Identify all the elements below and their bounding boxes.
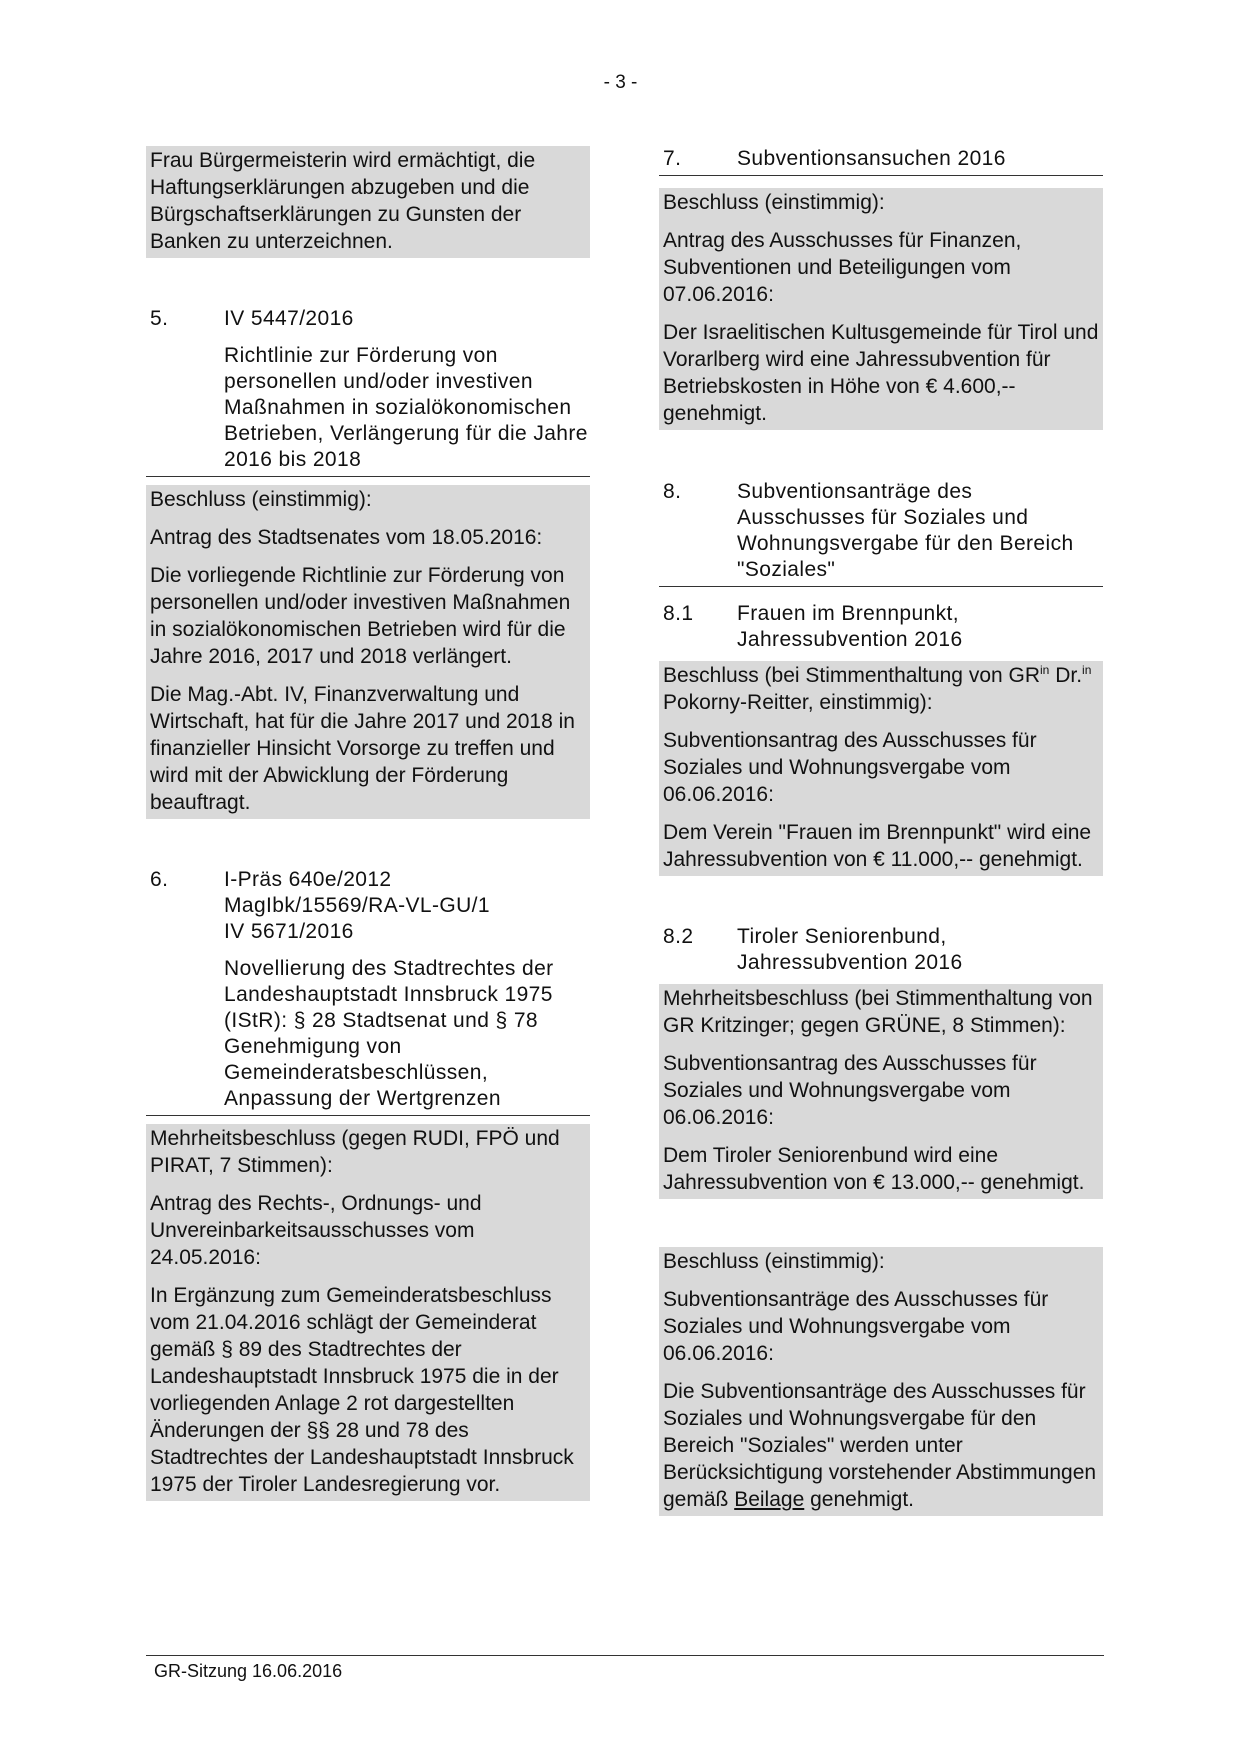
resolution-text: Der Israelitischen Kultusgemeinde für Tirol und Vorarlberg wird eine Jahressubvention für Betriebskosten in Höhe von € 4.600,-- genehmigt. <box>663 321 1099 425</box>
reference: IV 5671/2016 <box>224 920 354 943</box>
right-column <box>659 146 1103 1516</box>
agenda-item-6 <box>146 867 590 1112</box>
beilage-link[interactable]: Beilage <box>734 1488 805 1511</box>
decision-label: Beschluss (einstimmig): <box>663 1250 885 1273</box>
item-title: Tiroler Seniorenbund, Jahressubvention 2016 <box>737 925 963 974</box>
footer-divider <box>146 1655 1104 1656</box>
item-title: Subventionsansuchen 2016 <box>737 147 1006 170</box>
reference: I-Präs 640e/2012 <box>224 868 392 891</box>
motion-text: Subventionsanträge des Ausschusses für Soziales und Wohnungsvergabe vom 06.06.2016: <box>663 1288 1049 1365</box>
final-resolution-block <box>659 1247 1103 1516</box>
decision-label: Mehrheitsbeschluss (gegen RUDI, FPÖ und PIRAT, 7 Stimmen): <box>150 1127 560 1177</box>
page-number: - 3 - <box>603 72 638 93</box>
agenda-item-5 <box>146 306 590 473</box>
motion-text: Antrag des Stadtsenates vom 18.05.2016: <box>150 526 543 549</box>
motion-text: Antrag des Ausschusses für Finanzen, Subventionen und Beteiligungen vom 07.06.2016: <box>663 229 1022 306</box>
agenda-item-8-1 <box>659 601 1103 653</box>
reference: MagIbk/15569/RA-VL-GU/1 <box>224 894 490 917</box>
resolution-text: Die Mag.-Abt. IV, Finanzverwaltung und Wirtschaft, hat für die Jahre 2017 und 2018 in finanzieller Hinsicht Vorsorge zu treffen und wird mit der Abwicklung der Förderung beauftragt. <box>150 683 575 814</box>
decision-label: Beschluss (einstimmig): <box>663 191 885 214</box>
item-number: 6. <box>150 868 169 891</box>
agenda-item-8-2 <box>659 924 1103 976</box>
divider <box>146 1115 590 1116</box>
motion-text: Antrag des Rechts-, Ordnungs- und Unvereinbarkeitsausschusses vom 24.05.2016: <box>150 1192 482 1269</box>
agenda-item-8 <box>659 479 1103 583</box>
item-title: Frauen im Brennpunkt, Jahressubvention 2016 <box>737 602 963 651</box>
resolution-block <box>659 984 1103 1199</box>
item-number: 7. <box>663 147 682 170</box>
resolution-block <box>146 1124 590 1501</box>
resolution-block <box>659 188 1103 430</box>
item-number: 8.1 <box>663 602 694 625</box>
divider <box>146 476 590 477</box>
resolution-text: Die Subventionsanträge des Ausschusses für Soziales und Wohnungsvergabe für den Bereich "Soziales" werden unter Berücksichtigung vorstehender Abstimmungen gemäß Beilage genehmigt. <box>663 1380 1097 1511</box>
motion-text: Subventionsantrag des Ausschusses für Soziales und Wohnungsvergabe vom 06.06.2016: <box>663 729 1037 806</box>
decision-label: Beschluss (bei Stimmenthaltung von $GR^{in}$ Dr.$^{in}$ Pokorny-Reitter, einstimmig): <box>663 663 1092 714</box>
resolution-block <box>146 485 590 819</box>
continued-resolution <box>146 146 590 258</box>
resolution-text: Dem Verein "Frauen im Brennpunkt" wird eine Jahressubvention von € 11.000,-- genehmigt. <box>663 821 1092 871</box>
resolution-text: Dem Tiroler Seniorenbund wird eine Jahressubvention von € 13.000,-- genehmigt. <box>663 1144 1085 1194</box>
left-column <box>146 146 590 1501</box>
decision-label: Beschluss (einstimmig): <box>150 488 372 511</box>
item-number: 5. <box>150 307 169 330</box>
reference: IV 5447/2016 <box>224 307 354 330</box>
motion-text: Subventionsantrag des Ausschusses für Soziales und Wohnungsvergabe vom 06.06.2016: <box>663 1052 1037 1129</box>
item-number: 8. <box>663 480 682 503</box>
continued-text: Frau Bürgermeisterin wird ermächtigt, die Haftungserklärungen abzugeben und die Bürgschaftserklärungen zu Gunsten der Banken zu unterzeichnen. <box>150 149 536 253</box>
item-title: Subventionsanträge des Ausschusses für Soziales und Wohnungsvergabe für den Bereich "Soziales" <box>737 480 1074 581</box>
divider <box>659 586 1103 587</box>
resolution-text: In Ergänzung zum Gemeinderatsbeschluss vom 21.04.2016 schlägt der Gemeinderat gemäß § 89 des Stadtrechtes der Landeshauptstadt Innsbruck 1975 die in der vorliegenden Anlage 2 rot dargestellten Änderungen der §§ 28 und 78 des Stadtrechtes der Landeshauptstadt Innsbruck 1975 der Tiroler Landesregierung vor. <box>150 1284 574 1496</box>
agenda-item-7 <box>659 146 1103 172</box>
divider <box>659 175 1103 176</box>
resolution-text: Die vorliegende Richtlinie zur Förderung von personellen und/oder investiven Maßnahmen in sozialökonomischen Betrieben wird für die Jahre 2016, 2017 und 2018 verlängert. <box>150 564 571 668</box>
item-title: Novellierung des Stadtrechtes der Landeshauptstadt Innsbruck 1975 (IStR): § 28 Stadtsenat und § 78 Genehmigung von Gemeinderatsbeschlüssen, Anpassung der Wertgrenzen <box>224 957 554 1110</box>
item-number: 8.2 <box>663 925 694 948</box>
decision-label: Mehrheitsbeschluss (bei Stimmenthaltung von GR Kritzinger; gegen GRÜNE, 8 Stimmen): <box>663 987 1093 1037</box>
item-title: Richtlinie zur Förderung von personellen und/oder investiven Maßnahmen in sozialökonomischen Betrieben, Verlängerung für die Jahre 2016 bis 2018 <box>224 344 588 471</box>
footer-text: GR-Sitzung 16.06.2016 <box>154 1661 343 1681</box>
resolution-block <box>659 661 1103 876</box>
